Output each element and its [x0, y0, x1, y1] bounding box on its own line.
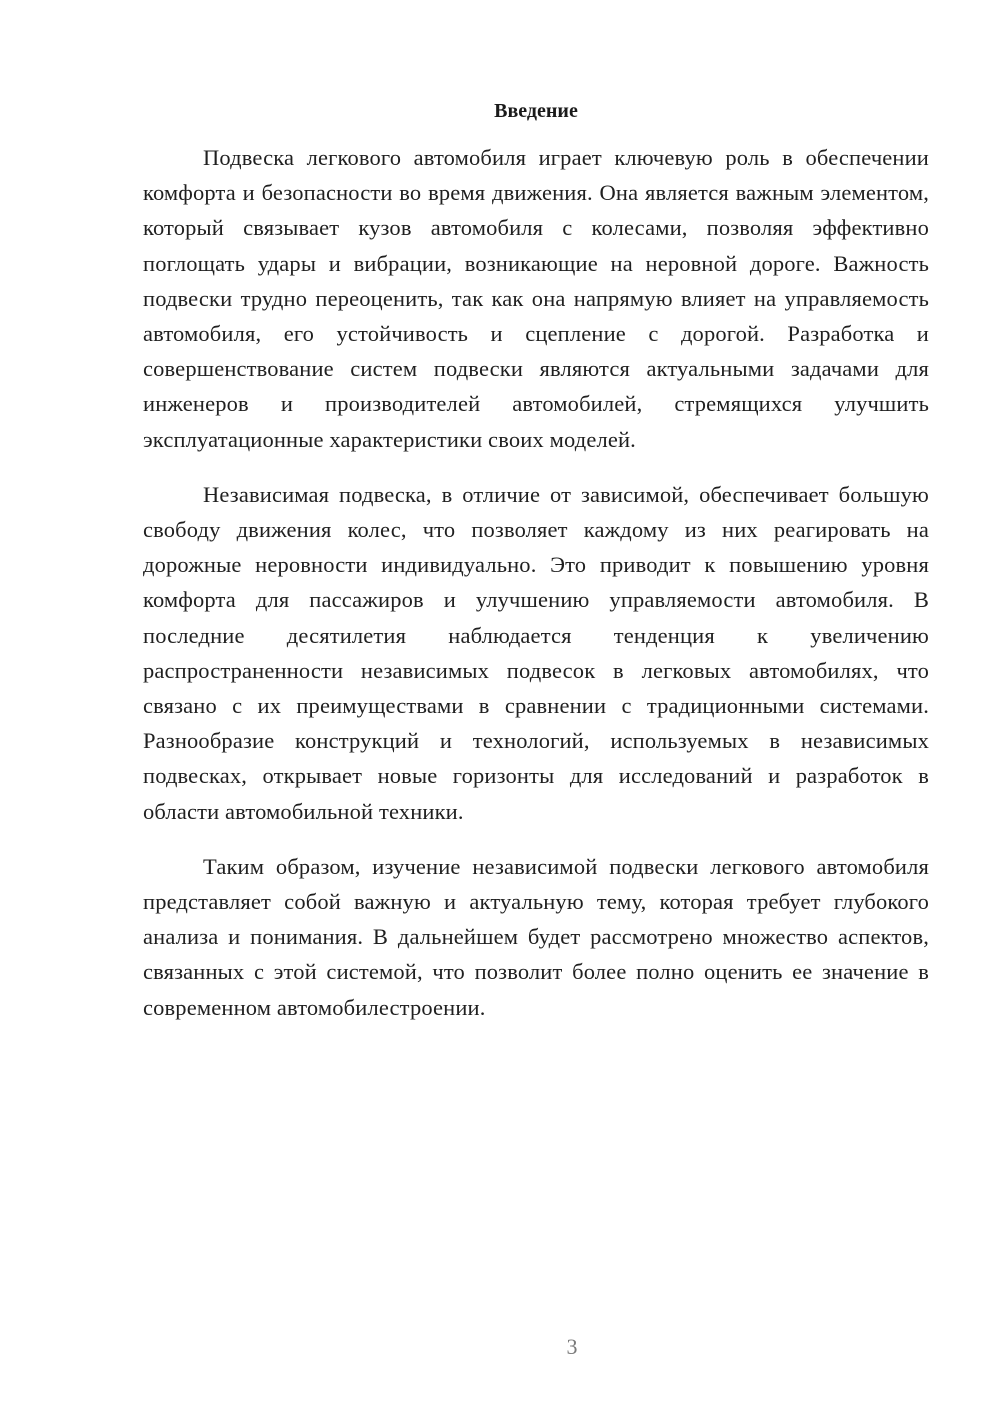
paragraph-2: Независимая подвеска, в отличие от зависимой, обеспечивает большую свободу движения колес, что позволяет каждому из них реагировать на дорожные неровности индивидуально. Это приводит к повышению уровня комфорта для пассажиров и улучшению управляемости автомобиля. В последние десятилетия наблюдается тенденция к увеличению распространенности независимых подвесок в легковых автомобилях, что связано с их преимуществами в сравнении с традиционными системами. Разнообразие конструкций и технологий, используемых в независимых подвесках, открывает новые горизонты для исследований и разработок в области автомобильной техники.: [143, 481, 929, 824]
paragraph-1: Подвеска легкового автомобиля играет ключевую роль в обеспечении комфорта и безопасности во время движения. Она является важным элементом, который связывает кузов автомобиля с колесами, позволяя эффективно поглощать удары и вибрации, возникающие на неровной дороге. Важность подвески трудно переоценить, так как она напрямую влияет на управляемость автомобиля, его устойчивость и сцепление с дорогой. Разработка и совершенствование систем подвески являются актуальными задачами для инженеров и производителей автомобилей, стремящихся улучшить эксплуатационные характеристики своих моделей.: [143, 145, 929, 452]
page-content: [143, 94, 929, 1025]
section-heading: Введение: [494, 100, 578, 122]
page-number: 3: [566, 1334, 578, 1359]
paragraph-3: Таким образом, изучение независимой подвески легкового автомобиля представляет собой важную и актуальную тему, которая требует глубокого анализа и понимания. В дальнейшем будет рассмотрено множество аспектов, связанных с этой системой, что позволит более полно оценить ее значение в современном автомобилестроении.: [143, 853, 929, 1020]
